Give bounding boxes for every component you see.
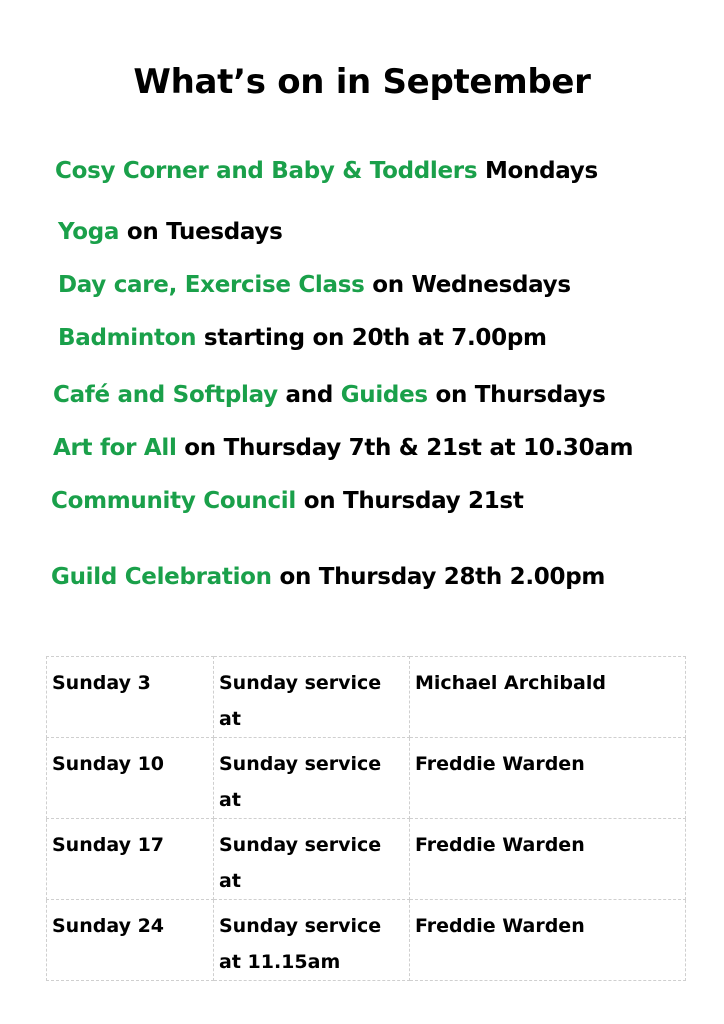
event-text: on Wednesdays [364,272,571,298]
event-text: on Thursday 28th 2.00pm [271,564,606,590]
schedule-minister: Freddie Warden [410,819,686,900]
event-highlight: Café and Softplay [53,382,278,408]
event-line-badminton [58,325,547,351]
event-text: on Thursdays [427,382,606,408]
schedule-service: Sunday service at 11.15am [214,900,410,981]
event-line-community-council [51,488,524,514]
schedule-day: Sunday 3 [47,657,214,738]
schedule-minister: Freddie Warden [410,900,686,981]
schedule-minister: Freddie Warden [410,738,686,819]
event-highlight: Badminton [58,325,197,351]
event-line-guild-celebration [51,564,605,590]
schedule-day: Sunday 10 [47,738,214,819]
event-highlight: Day care, Exercise Class [58,272,365,298]
page-title: What’s on in September [133,62,591,102]
schedule-service: Sunday service at [214,657,410,738]
schedule-day: Sunday 24 [47,900,214,981]
event-line-day-care [58,272,571,298]
event-text: on Thursday 21st [295,488,524,514]
event-highlight: Cosy Corner and Baby & Toddlers [55,158,478,184]
event-line-cosy-corner [55,158,598,184]
schedule-service: Sunday service at [214,738,410,819]
schedule-service: Sunday service at [214,819,410,900]
event-highlight: Art for All [53,435,177,461]
table-row [47,657,686,738]
table-row [47,900,686,981]
event-line-cafe [53,382,606,408]
event-line-yoga [58,219,283,245]
event-highlight: Community Council [51,488,296,514]
event-highlight: Guides [340,382,428,408]
schedule-day: Sunday 17 [47,819,214,900]
service-schedule-table [46,656,686,981]
event-highlight: Guild Celebration [51,564,272,590]
event-text: on Thursday 7th & 21st at 10.30am [176,435,634,461]
event-text: starting on 20th at 7.00pm [196,325,547,351]
table-row [47,819,686,900]
event-line-art-for-all [53,435,633,461]
table-row [47,738,686,819]
event-text: and [277,382,341,408]
event-text: on Tuesdays [119,219,283,245]
event-text: Mondays [477,158,598,184]
schedule-minister: Michael Archibald [410,657,686,738]
event-highlight: Yoga [58,219,120,245]
